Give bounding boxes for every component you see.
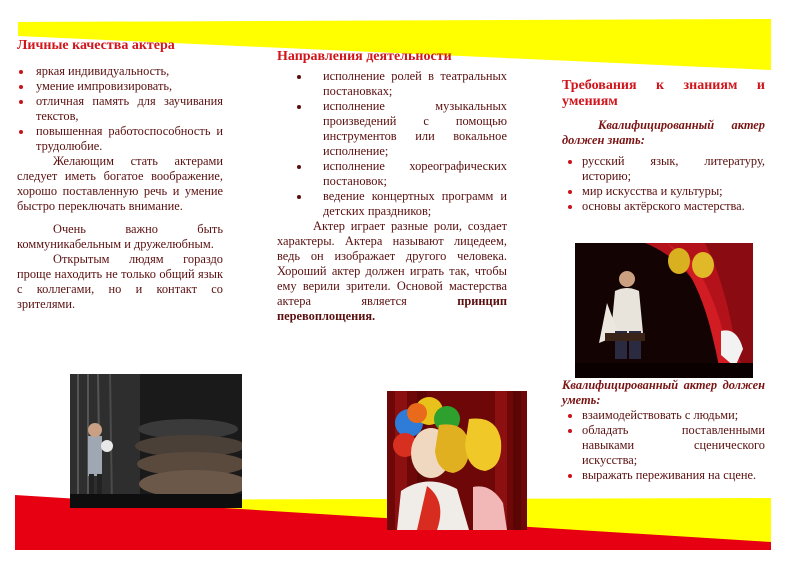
personal-qualities-heading: Личные качества актера [17,38,175,53]
bullet [19,130,23,134]
bullet [19,100,23,104]
activities-list [277,69,507,219]
transformation-principle: принцип перевоплощения. [277,294,507,323]
list-item: мир искусства и культуры; [562,184,765,199]
qualities-list [17,64,223,154]
list-item: основы актёрского мастерства. [562,199,765,214]
bullet [297,105,301,109]
paragraph-open-people: Открытым людям гораздо проще находить не только общий язык с коллегами, но и контакт со зрителями. [17,252,223,311]
must-do-title: Квалифицированный актер должен уметь: [562,378,765,407]
list-item: ведение концертных программ и детских праздников; [277,189,507,219]
list-item: выражать переживания на сцене. [562,468,765,483]
must-do-list [562,408,765,483]
bullet [19,85,23,89]
requirements-column [562,78,765,214]
paragraph-imagination: Желающим стать актерами следует иметь богатое воображение, хорошо поставленную речь и умение быстро переключать внимание. [17,154,223,213]
activities-column [277,49,507,324]
bullet [568,414,572,418]
list-item: исполнение музыкальных произведений с помощью инструментов или вокальное исполнение; [277,99,507,159]
list-item: отличная память для заучивания текстов, [17,94,223,124]
actor-costume-photo [575,243,753,378]
bullet [568,205,572,209]
bullet [19,70,23,74]
must-know-title: Квалифицированный актер должен знать: [562,118,765,147]
bullet [297,195,301,199]
bullet [297,75,301,79]
paragraph-communication: Очень важно быть коммуникабельным и дружелюбным. [17,222,223,251]
must-know-list [562,154,765,214]
personal-qualities-column [17,38,223,312]
bullet [568,474,572,478]
list-item: русский язык, литературу, историю; [562,154,765,184]
list-item: обладать поставленными навыками сценического искусства; [562,423,765,468]
activities-heading: Направления деятельности [277,49,452,64]
list-item: умение импровизировать, [17,79,223,94]
list-item: взаимодействовать с людьми; [562,408,765,423]
list-item: повышенная работоспособность и трудолюбие. [17,124,223,154]
bullet [568,190,572,194]
list-item: исполнение ролей в театральных постановках; [277,69,507,99]
bullet [568,429,572,433]
requirements-heading: Требования к знаниям и умениям [562,78,765,109]
must-do-block [562,378,765,483]
list-item: исполнение хореографических постановок; [277,159,507,189]
paragraph-actor-roles: Актер играет разные роли, создает характеры. Актера называют лицедеем, ведь он изображает другого человека. Хороший актер должен играть так, чтобы ему верили зрители. Основой мастерства актера является принцип перевоплощения. [277,219,507,323]
bullet [297,165,301,169]
list-item: яркая индивидуальность, [17,64,223,79]
bullet [568,160,572,164]
clown-masks-photo [387,391,527,530]
actor-on-stage-photo [70,374,242,508]
